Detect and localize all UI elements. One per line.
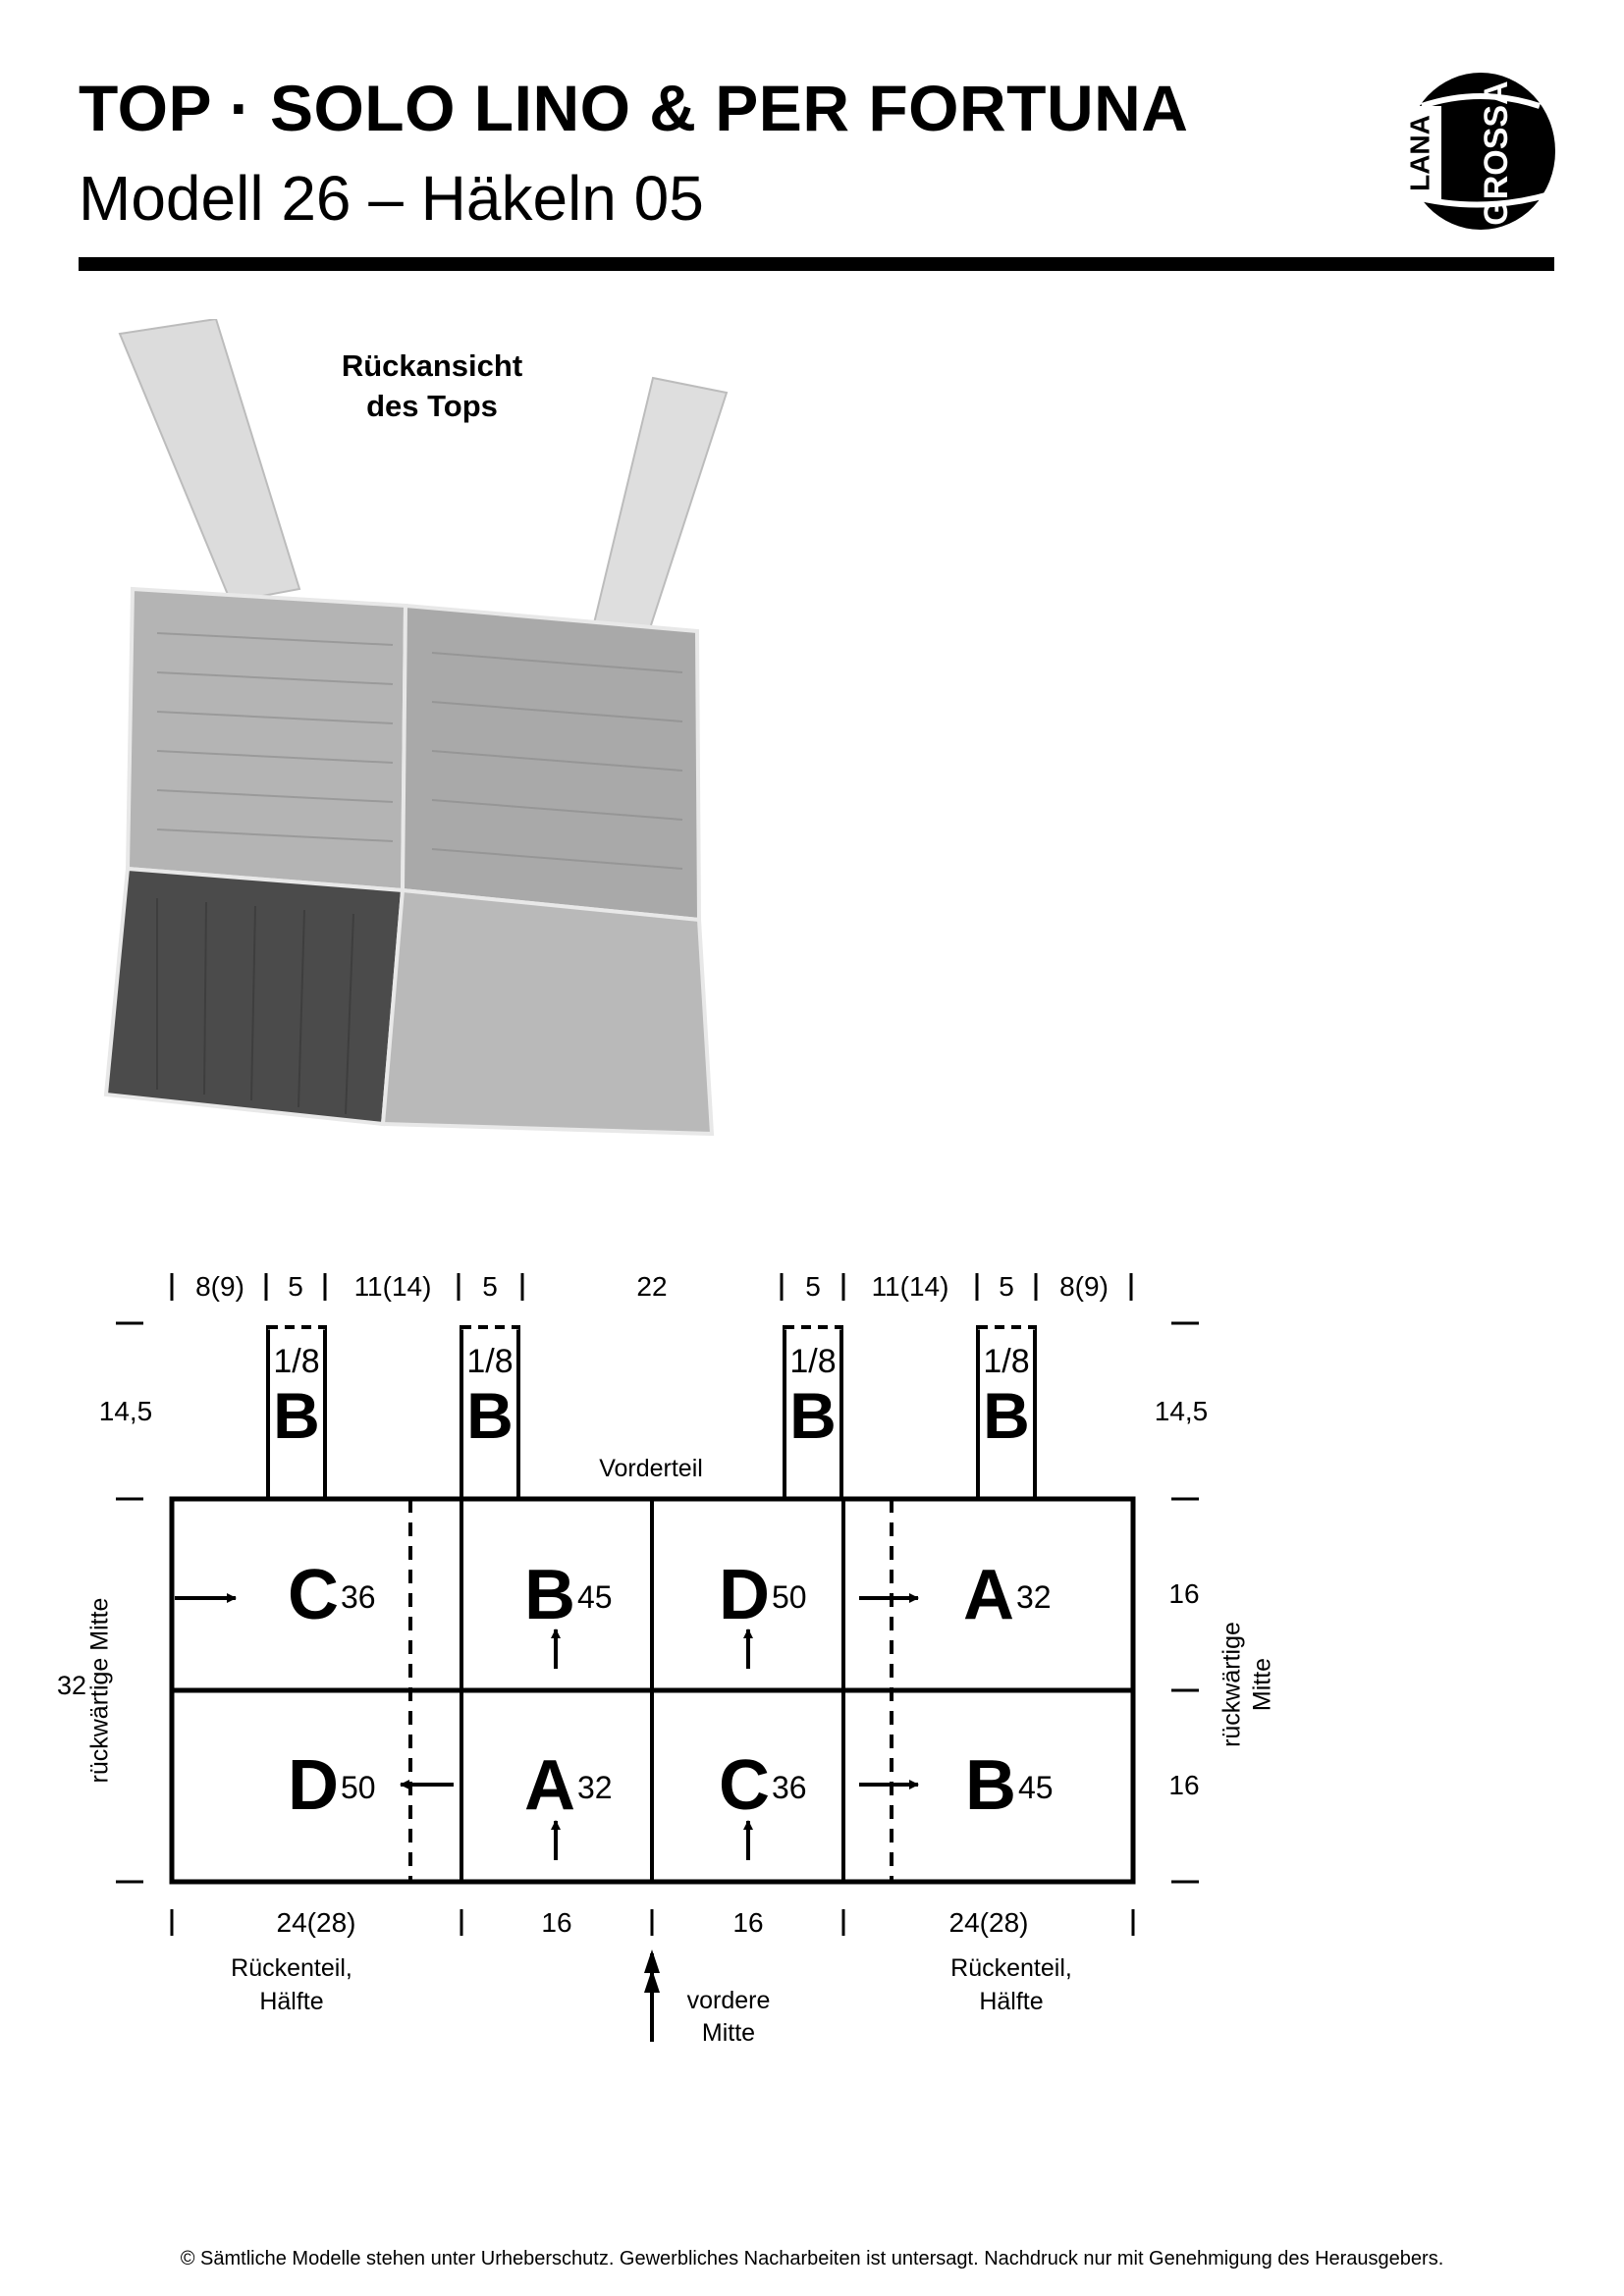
panel-bottom-3-letter: C bbox=[719, 1746, 770, 1825]
top-dim-2: 5 bbox=[288, 1271, 303, 1302]
copyright-footer: © Sämtliche Modelle stehen unter Urheberschutz. Gewerbliches Nacharbeiten ist untersagt. Nachdruck nur mit Genehmigung des Herausgebers. bbox=[180, 2248, 1444, 2269]
panel-bottom-4-num: 45 bbox=[1018, 1770, 1054, 1805]
top-photo bbox=[98, 319, 805, 1153]
back-half-left-line2: Hälfte bbox=[259, 1988, 324, 2015]
panel-bottom-3-num: 36 bbox=[772, 1770, 807, 1805]
panel-top-1-letter: C bbox=[288, 1556, 339, 1634]
strap-2 bbox=[461, 1327, 518, 1499]
top-dimensions bbox=[172, 1271, 1131, 1302]
strap-4-letter: B bbox=[983, 1379, 1030, 1452]
top-dim-9: 8(9) bbox=[1059, 1271, 1109, 1302]
top-dim-1: 8(9) bbox=[195, 1271, 244, 1302]
front-center-line2: Mitte bbox=[701, 2019, 756, 2047]
back-half-right-line2: Hälfte bbox=[979, 1988, 1044, 2015]
row-height-top: 16 bbox=[1168, 1578, 1200, 1609]
photo-caption bbox=[290, 346, 574, 426]
logo-text-grossa: GROSSA bbox=[1477, 80, 1515, 226]
page-subtitle: Modell 26 – Häkeln 05 bbox=[79, 163, 704, 234]
back-half-left-line1: Rückenteil, bbox=[231, 1954, 352, 1982]
total-height-label: 32 bbox=[56, 1671, 86, 1700]
bottom-dim-3: 16 bbox=[732, 1907, 764, 1938]
photo-caption-line1: Rückansicht bbox=[341, 348, 523, 383]
strap-height-right: 14,5 bbox=[1154, 1396, 1209, 1426]
top-dim-5: 22 bbox=[636, 1271, 668, 1302]
panel-top-2-num: 45 bbox=[577, 1579, 613, 1615]
panel-bottom-2-letter: A bbox=[524, 1746, 575, 1825]
bottom-dim-2: 16 bbox=[541, 1907, 572, 1938]
bottom-dim-1: 24(28) bbox=[276, 1907, 356, 1938]
panel-top-3-letter: D bbox=[719, 1556, 770, 1634]
strap-1-letter: B bbox=[273, 1379, 320, 1452]
top-dim-8: 5 bbox=[999, 1271, 1014, 1302]
strap-3-letter: B bbox=[789, 1379, 837, 1452]
strap-4-fraction: 1/8 bbox=[983, 1343, 1030, 1380]
side-label-right-1: rückwärtige bbox=[1218, 1622, 1246, 1747]
strap-3-fraction: 1/8 bbox=[789, 1343, 837, 1380]
strap-1-fraction: 1/8 bbox=[273, 1343, 320, 1380]
bottom-dim-4: 24(28) bbox=[948, 1907, 1029, 1938]
page-title: TOP · SOLO LINO & PER FORTUNA bbox=[79, 72, 1189, 144]
logo-text-lana: LANA bbox=[1404, 115, 1435, 191]
panel-top-1-num: 36 bbox=[341, 1579, 376, 1615]
front-center-marker bbox=[644, 1949, 660, 2042]
panel-bottom-4-letter: B bbox=[965, 1746, 1016, 1825]
photo-caption-line2: des Tops bbox=[366, 389, 498, 423]
panel-bottom-2-num: 32 bbox=[577, 1770, 613, 1805]
strap-height-left: 14,5 bbox=[98, 1396, 153, 1426]
panel-top-3-num: 50 bbox=[772, 1579, 807, 1615]
row-height-bottom: 16 bbox=[1168, 1770, 1200, 1800]
strap-2-fraction: 1/8 bbox=[466, 1343, 514, 1380]
front-center-line1: vordere bbox=[686, 1987, 771, 2014]
side-label-left: rückwärtige Mitte bbox=[85, 1597, 114, 1784]
strap-1 bbox=[268, 1327, 325, 1499]
panel-bottom-1-num: 50 bbox=[341, 1770, 376, 1805]
back-half-right-line1: Rückenteil, bbox=[950, 1954, 1072, 1982]
strap-4 bbox=[978, 1327, 1035, 1499]
strap-3 bbox=[785, 1327, 841, 1499]
side-label-right-2: Mitte bbox=[1248, 1657, 1276, 1712]
top-dim-4: 5 bbox=[482, 1271, 498, 1302]
panel-top-4-letter: A bbox=[963, 1556, 1014, 1634]
panel-top-4-num: 32 bbox=[1016, 1579, 1052, 1615]
panel-top-2-letter: B bbox=[524, 1556, 575, 1634]
schematic-diagram bbox=[0, 1217, 1624, 2101]
front-label: Vorderteil bbox=[599, 1455, 703, 1482]
top-dim-6: 5 bbox=[805, 1271, 821, 1302]
panel-bottom-1-letter: D bbox=[288, 1746, 339, 1825]
strap-2-letter: B bbox=[466, 1379, 514, 1452]
lana-grossa-logo bbox=[1382, 67, 1579, 234]
header-rule bbox=[79, 257, 1554, 271]
top-dim-7: 11(14) bbox=[871, 1271, 949, 1302]
top-dim-3: 11(14) bbox=[353, 1271, 432, 1302]
